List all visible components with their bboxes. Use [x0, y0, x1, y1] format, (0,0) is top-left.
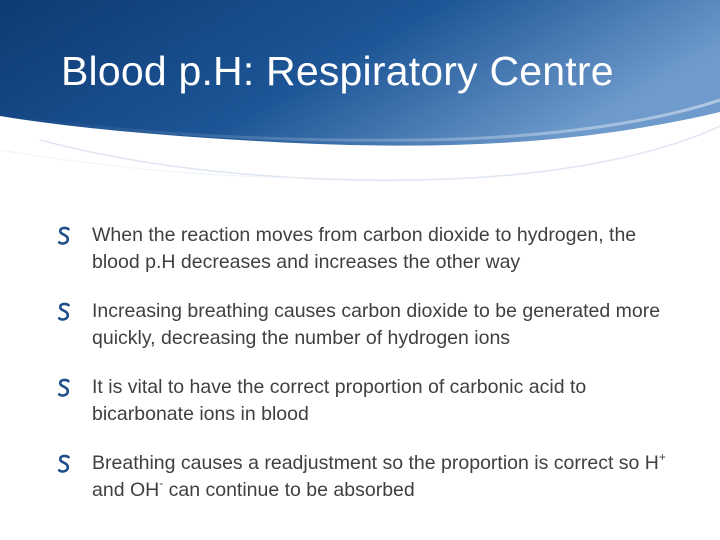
bullet-text: It is vital to have the correct proportion of carbonic acid to bicarbonate ions in blood	[92, 376, 587, 425]
bullet-text-part: can continue to be absorbed	[163, 478, 415, 501]
swirl-s-bullet-icon	[56, 302, 72, 322]
header-background	[0, 0, 720, 200]
bullet-item	[56, 222, 666, 275]
bullet-item	[56, 298, 666, 351]
swirl-s-bullet-icon	[56, 454, 72, 474]
bullet-text: Increasing breathing causes carbon dioxide to be generated more quickly, decreasing the number of hydrogen ions	[92, 300, 661, 349]
superscript-minus: -	[159, 476, 164, 490]
swirl-s-bullet-icon	[56, 378, 72, 398]
bullet-text	[92, 449, 666, 501]
slide-title: Blood p.H: Respiratory Centre	[61, 48, 614, 94]
bullet-item	[56, 450, 666, 503]
bullet-text-part: Breathing causes a readjustment so the proportion is correct so H	[92, 452, 659, 474]
bullet-list	[56, 222, 666, 526]
bullet-item	[56, 374, 666, 427]
bullet-text-part: and OH	[92, 478, 160, 501]
swirl-s-bullet-icon	[56, 226, 72, 246]
superscript-plus: +	[658, 449, 666, 464]
bullet-text: When the reaction moves from carbon dioxide to hydrogen, the blood p.H decreases and increases the other way	[92, 224, 637, 273]
